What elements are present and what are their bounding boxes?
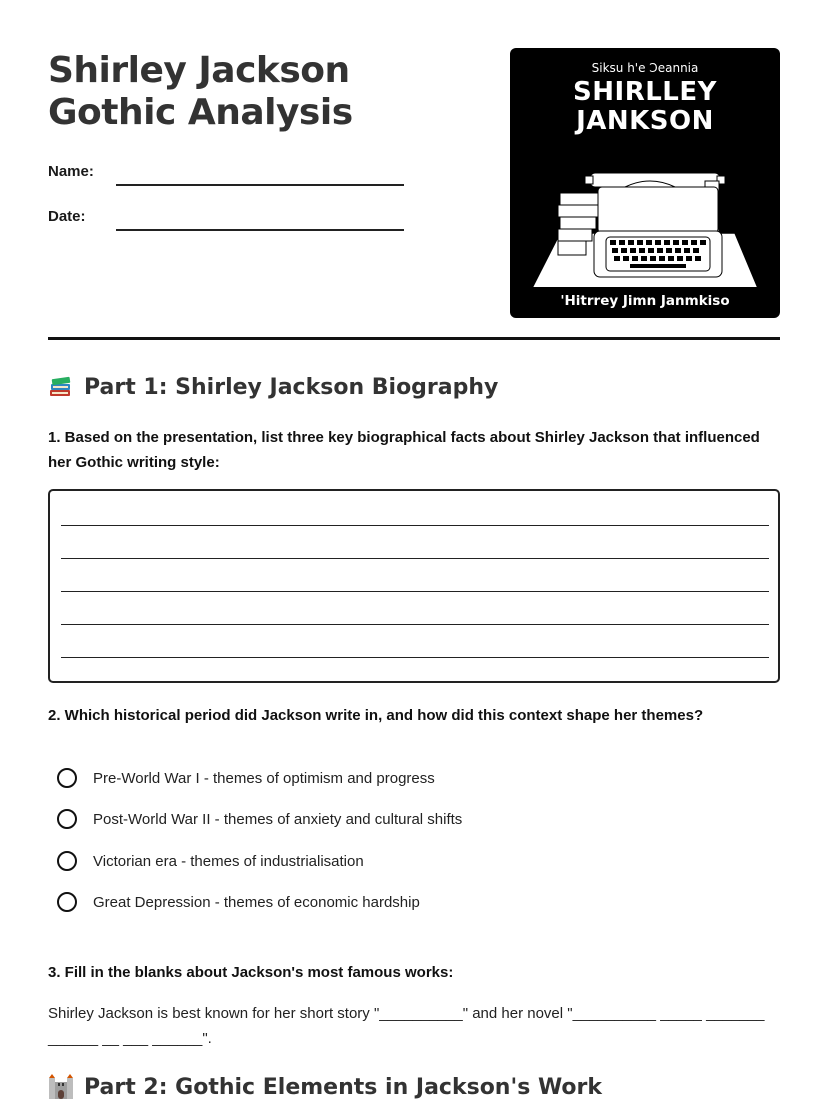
answer-line <box>61 591 769 592</box>
q2-option[interactable] <box>57 809 462 829</box>
radio-button[interactable] <box>57 851 77 871</box>
q2-option[interactable] <box>57 768 435 788</box>
date-input-line[interactable] <box>116 215 404 231</box>
option-label: Victorian era - themes of industrialisation <box>93 852 364 870</box>
answer-line <box>61 558 769 559</box>
book-cover-image <box>510 48 780 318</box>
part1-title: Part 1: Shirley Jackson Biography <box>84 374 499 400</box>
answer-line <box>61 624 769 625</box>
cover-bottom-text: 'Hitrrey Jimn Janmkiso <box>560 293 730 309</box>
question-2: 2. Which historical period did Jackson write in, and how did this context shape her themes? <box>48 707 704 724</box>
typewriter-icon <box>530 163 760 288</box>
option-label: Pre-World War I - themes of optimism and progress <box>93 769 435 787</box>
cover-top-text: Siksu h'e Ɔeannia <box>591 61 699 75</box>
answer-line <box>61 525 769 526</box>
radio-button[interactable] <box>57 809 77 829</box>
radio-button[interactable] <box>57 892 77 912</box>
name-label: Name: <box>48 162 94 180</box>
option-label: Great Depression - themes of economic hardship <box>93 893 420 911</box>
part1-heading <box>48 374 498 400</box>
option-label: Post-World War II - themes of anxiety and cultural shifts <box>93 810 463 828</box>
cover-author-name: SHIRLLEY JANKSON <box>573 77 717 136</box>
q2-option[interactable] <box>57 851 364 871</box>
part2-title: Part 2: Gothic Elements in Jackson's Work <box>84 1074 603 1100</box>
date-label: Date: <box>48 207 86 225</box>
name-input-line[interactable] <box>116 170 404 186</box>
books-icon <box>48 374 74 400</box>
header-divider <box>48 337 780 340</box>
page-title: Shirley Jackson Gothic Analysis <box>48 50 353 133</box>
q1-answer-box[interactable] <box>48 489 780 683</box>
part2-heading <box>48 1074 602 1100</box>
answer-line <box>61 657 769 658</box>
castle-icon <box>48 1074 74 1100</box>
radio-button[interactable] <box>57 768 77 788</box>
q3-fill-in-text[interactable]: Shirley Jackson is best known for her short story "__________" and her novel "__________ _____ _______ ______ __ ___ ______". <box>48 1005 765 1047</box>
name-field[interactable] <box>48 156 404 186</box>
question-3: 3. Fill in the blanks about Jackson's most famous works: <box>48 964 454 981</box>
question-1: 1. Based on the presentation, list three key biographical facts about Shirley Jackson that influenced her Gothic writing style: <box>48 429 760 471</box>
q2-option[interactable] <box>57 892 420 912</box>
date-field[interactable] <box>48 201 404 231</box>
